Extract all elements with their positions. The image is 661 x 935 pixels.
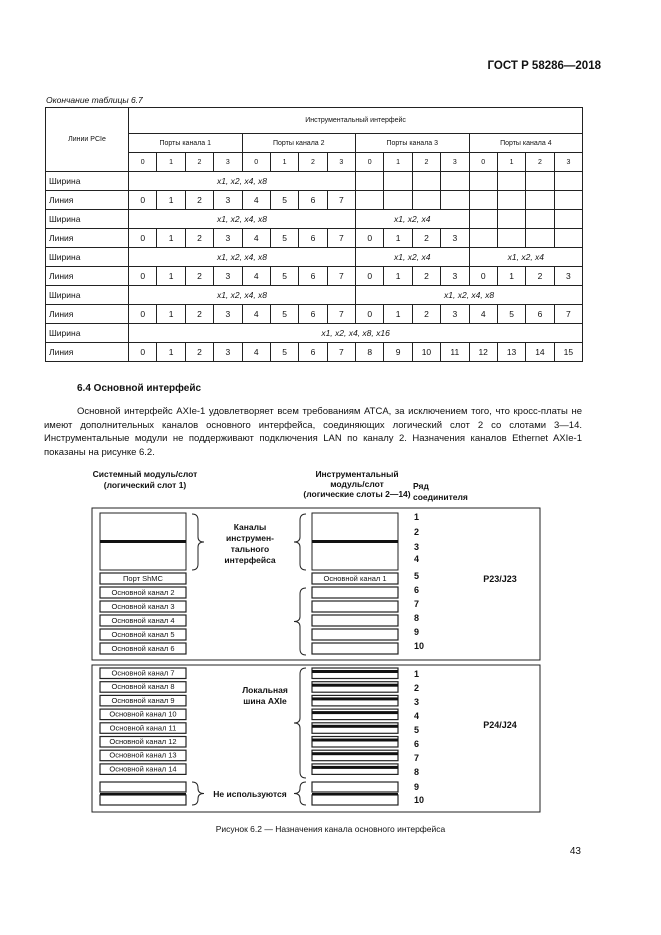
lane-cell: 6 (299, 191, 327, 210)
col2-title: Инструментальный (315, 469, 399, 479)
instrument-local-bus-box (312, 695, 398, 706)
lane-cell (497, 229, 525, 248)
lane-cell: 1 (157, 343, 185, 362)
lane-cell: 2 (526, 267, 554, 286)
brace-instrument-upper (294, 514, 306, 570)
brace-instrument-lower (294, 668, 306, 778)
row-number-upper: 5 (414, 571, 420, 581)
lane-cell: 2 (185, 343, 213, 362)
lane-cell: 0 (129, 191, 157, 210)
lane-cell: 7 (327, 267, 355, 286)
lane-cell: 6 (299, 229, 327, 248)
pcie-lanes-table (45, 107, 583, 362)
instrument-base-ch1-box-label: Основной канал 1 (323, 574, 387, 583)
width-cell: x1, x2, x4, x8 (356, 286, 583, 305)
lane-cell (384, 191, 412, 210)
instrument-local-bus-bar (312, 766, 398, 769)
table-row (46, 191, 583, 210)
lane-cell: 12 (469, 343, 497, 362)
system-interface-divider (100, 540, 186, 543)
mid-label-3: Не используются (213, 789, 287, 799)
lane-cell: 3 (214, 267, 242, 286)
port-number: 2 (299, 153, 327, 172)
col3-title: Ряд (413, 481, 429, 491)
connector-lower-label: P24/J24 (483, 720, 517, 730)
col2-title: (логические слоты 2—14) (303, 489, 411, 499)
lane-cell: 3 (441, 305, 469, 324)
row-label-line: Линия (46, 191, 129, 210)
table-row (46, 267, 583, 286)
standard-number: ГОСТ Р 58286—2018 (487, 60, 601, 72)
width-cell: x1, x2, x4, x8 (129, 286, 356, 305)
page-number: 43 (569, 846, 581, 857)
col-head-interface: Инструментальный интерфейс (129, 108, 583, 134)
lane-cell (497, 191, 525, 210)
lane-cell: 3 (214, 191, 242, 210)
lane-cell: 0 (469, 267, 497, 286)
lane-cell: 0 (129, 229, 157, 248)
instrument-local-bus-box (312, 668, 398, 679)
channel-group-3: Порты канала 3 (356, 134, 470, 153)
col1-title: Системный модуль/слот (92, 469, 198, 479)
col2-title: модуль/слот (330, 479, 384, 489)
lane-cell: 4 (469, 305, 497, 324)
lane-cell: 4 (242, 191, 270, 210)
row-number-lower: 9 (414, 782, 420, 792)
unused-box-system-2 (100, 795, 186, 805)
lane-cell (554, 191, 583, 210)
system-base-ch-box-label: Основной канал 3 (111, 602, 175, 611)
instrument-local-bus-box (312, 682, 398, 693)
width-cell (384, 172, 412, 191)
lane-cell: 7 (327, 343, 355, 362)
brace-unused-system (192, 782, 204, 805)
lane-cell: 7 (554, 305, 583, 324)
lane-cell: 2 (185, 229, 213, 248)
lane-cell: 13 (497, 343, 525, 362)
system-base-ch-box-lower-label: Основной канал 12 (109, 737, 177, 746)
table-row (46, 324, 583, 343)
lane-cell (356, 191, 384, 210)
instrument-empty-box (312, 629, 398, 640)
instrument-local-bus-box (312, 764, 398, 775)
unused-divider-system (100, 793, 186, 795)
row-number-upper: 4 (414, 554, 420, 564)
width-cell: x1, x2, x4, x8, x16 (129, 324, 583, 343)
port-number: 1 (270, 153, 298, 172)
table-row (46, 248, 583, 267)
port-number: 2 (526, 153, 554, 172)
lane-cell: 0 (356, 267, 384, 286)
system-base-ch-box-lower-label: Основной канал 8 (111, 682, 175, 692)
lane-cell: 3 (554, 267, 583, 286)
instrument-local-bus-bar (312, 711, 398, 714)
width-cell (469, 210, 497, 229)
row-label-width: Ширина (46, 248, 129, 267)
instrument-empty-box (312, 643, 398, 654)
width-cell (526, 172, 554, 191)
port-number: 0 (356, 153, 384, 172)
shmc-port-box-label: Порт ShMC (123, 574, 163, 583)
lane-cell: 3 (214, 343, 242, 362)
width-cell: x1, x2, x4, x8 (129, 248, 356, 267)
lane-cell: 3 (441, 267, 469, 286)
mid-label-2: Локальная (242, 685, 288, 695)
row-number-upper: 10 (414, 641, 425, 651)
col1-title: (логический слот 1) (103, 480, 187, 490)
instrument-local-bus-bar (312, 670, 398, 673)
row-label-width: Ширина (46, 210, 129, 229)
table-row (46, 210, 583, 229)
width-cell: x1, x2, x4 (469, 248, 583, 267)
table-caption: Окончание таблицы 6.7 (46, 95, 143, 105)
system-base-ch-box-label: Основной канал 5 (111, 630, 175, 639)
system-base-ch-box-lower-label: Основной канал 13 (109, 750, 177, 760)
lane-cell: 4 (242, 305, 270, 324)
system-base-ch-box-label: Основной канал 2 (111, 588, 175, 597)
col3-title: соединителя (413, 492, 468, 502)
lane-cell (526, 229, 554, 248)
row-number-upper: 3 (414, 542, 420, 552)
width-cell: x1, x2, x4 (356, 248, 470, 267)
port-number: 3 (554, 153, 583, 172)
lane-cell: 1 (384, 267, 412, 286)
instrument-local-bus-box (312, 750, 398, 761)
lane-cell (412, 191, 440, 210)
lane-cell: 5 (270, 305, 298, 324)
table-row (46, 286, 583, 305)
table-row (46, 343, 583, 362)
row-number-lower: 7 (414, 753, 420, 763)
width-cell (356, 172, 384, 191)
lane-cell: 9 (384, 343, 412, 362)
port-number: 3 (441, 153, 469, 172)
row-label-width: Ширина (46, 286, 129, 305)
port-number: 0 (469, 153, 497, 172)
mid-label-1: инструмен- (226, 533, 274, 543)
lane-cell: 6 (299, 343, 327, 362)
width-cell (554, 210, 583, 229)
lane-cell: 8 (356, 343, 384, 362)
lane-cell: 6 (299, 267, 327, 286)
lane-cell: 3 (214, 305, 242, 324)
row-number-upper: 6 (414, 585, 420, 595)
instrument-local-bus-bar (312, 739, 398, 742)
row-label-width: Ширина (46, 324, 129, 343)
lane-cell: 11 (441, 343, 469, 362)
port-number: 0 (242, 153, 270, 172)
mid-label-1: Каналы (233, 522, 267, 532)
row-number-lower: 6 (414, 739, 420, 749)
instrument-local-bus-bar (312, 752, 398, 755)
port-number: 3 (327, 153, 355, 172)
lane-cell: 6 (526, 305, 554, 324)
lane-cell: 0 (356, 305, 384, 324)
unused-box-system (100, 782, 186, 792)
lane-cell: 1 (384, 229, 412, 248)
row-number-upper: 9 (414, 627, 420, 637)
lane-cell: 2 (185, 305, 213, 324)
instrument-local-bus-bar (312, 725, 398, 728)
system-base-ch-box-lower-label: Основной канал 14 (109, 764, 177, 774)
lane-cell: 2 (185, 191, 213, 210)
width-cell (554, 172, 583, 191)
row-number-upper: 2 (414, 527, 420, 537)
lane-cell: 14 (526, 343, 554, 362)
col-head-pcie-lines: Линии PCIe (46, 108, 129, 172)
row-number-lower: 4 (414, 711, 420, 721)
table-row (46, 229, 583, 248)
row-label-line: Линия (46, 267, 129, 286)
unused-divider-instrument (312, 793, 398, 795)
instrument-local-bus-bar (312, 684, 398, 687)
lane-cell: 1 (157, 229, 185, 248)
row-number-lower: 3 (414, 697, 420, 707)
width-cell: x1, x2, x4, x8 (129, 210, 356, 229)
lane-cell: 3 (441, 229, 469, 248)
instrument-local-bus-box (312, 723, 398, 734)
lane-cell: 7 (327, 305, 355, 324)
lane-cell: 1 (157, 305, 185, 324)
brace-system-upper (192, 514, 204, 570)
lane-cell: 0 (129, 305, 157, 324)
lane-cell (469, 191, 497, 210)
row-number-lower: 5 (414, 725, 420, 735)
row-label-width: Ширина (46, 172, 129, 191)
brace-instrument-upper-2 (294, 588, 306, 655)
lane-cell: 6 (299, 305, 327, 324)
lane-cell: 5 (270, 267, 298, 286)
mid-label-1: тального (230, 544, 270, 554)
instrument-local-bus-box (312, 737, 398, 748)
port-number: 0 (129, 153, 157, 172)
system-base-ch-box-lower-label: Основной канал 7 (111, 668, 175, 678)
width-cell: x1, x2, x4, x8 (129, 172, 356, 191)
lane-cell: 5 (270, 229, 298, 248)
lane-cell: 1 (157, 191, 185, 210)
channel-group-1: Порты канала 1 (129, 134, 243, 153)
port-number: 1 (157, 153, 185, 172)
port-number: 1 (497, 153, 525, 172)
mid-label-1: интерфейса (224, 555, 276, 565)
port-number: 3 (214, 153, 242, 172)
section-title: 6.4 Основной интерфейс (77, 383, 202, 394)
width-cell: x1, x2, x4 (356, 210, 470, 229)
lane-cell: 4 (242, 229, 270, 248)
section-paragraph: Основной интерфейс AXIe-1 удовлетворяет всем требованиям ATCA, за исключением того, что кросс-платы не имеют дополнительных каналов основного интерфейса, соединяющих логический слот 2 со слотами 3—14. Инструментальные модули не поддерживают подключения LAN по каналу 2. Назначения каналов Ethernet AXIe-1 показаны на рисунке 6.2. (44, 406, 582, 458)
row-label-line: Линия (46, 343, 129, 362)
lane-cell: 10 (412, 343, 440, 362)
instrument-empty-box (312, 601, 398, 612)
instrument-local-bus-bar (312, 697, 398, 700)
lane-cell: 2 (412, 305, 440, 324)
unused-box-instrument-2 (312, 795, 398, 805)
lane-cell (554, 229, 583, 248)
lane-cell: 5 (270, 191, 298, 210)
channel-group-4: Порты канала 4 (469, 134, 583, 153)
lane-cell (441, 191, 469, 210)
table-row (46, 305, 583, 324)
lane-cell (526, 191, 554, 210)
width-cell (497, 210, 525, 229)
connector-upper-label: P23/J23 (483, 574, 517, 584)
lane-cell: 5 (270, 343, 298, 362)
lane-cell: 3 (214, 229, 242, 248)
row-number-upper: 1 (414, 512, 420, 522)
width-cell (526, 210, 554, 229)
lane-cell: 4 (242, 343, 270, 362)
figure-caption: Рисунок 6.2 — Назначения канала основного интерфейса (215, 824, 446, 834)
width-cell (497, 172, 525, 191)
port-number: 2 (412, 153, 440, 172)
lane-cell: 4 (242, 267, 270, 286)
lane-cell: 2 (412, 267, 440, 286)
lane-cell: 1 (497, 267, 525, 286)
channel-group-2: Порты канала 2 (242, 134, 356, 153)
row-number-lower: 1 (414, 669, 420, 679)
brace-unused-instrument (294, 782, 306, 805)
row-label-line: Линия (46, 305, 129, 324)
instrument-empty-box (312, 615, 398, 626)
lane-cell: 15 (554, 343, 583, 362)
width-cell (412, 172, 440, 191)
row-number-lower: 8 (414, 767, 420, 777)
lane-cell: 0 (129, 267, 157, 286)
lane-cell: 1 (384, 305, 412, 324)
lane-cell: 7 (327, 229, 355, 248)
lane-cell: 2 (412, 229, 440, 248)
system-base-ch-box-lower-label: Основной канал 10 (109, 709, 177, 719)
row-number-upper: 8 (414, 613, 420, 623)
width-cell (441, 172, 469, 191)
system-base-ch-box-label: Основной канал 6 (111, 644, 175, 653)
row-number-lower: 2 (414, 683, 420, 693)
instrument-local-bus-box (312, 709, 398, 720)
row-label-line: Линия (46, 229, 129, 248)
lane-cell: 1 (157, 267, 185, 286)
lane-cell: 5 (497, 305, 525, 324)
row-number-lower: 10 (414, 795, 425, 805)
width-cell (469, 172, 497, 191)
instrument-interface-divider (312, 540, 398, 543)
system-base-ch-box-label: Основной канал 4 (111, 616, 175, 625)
lane-cell: 7 (327, 191, 355, 210)
system-base-ch-box-lower-label: Основной канал 9 (111, 695, 175, 705)
system-base-ch-box-lower-label: Основной канал 11 (109, 723, 177, 733)
unused-box-instrument (312, 782, 398, 792)
table-row (46, 172, 583, 191)
lane-cell (469, 229, 497, 248)
figure-6-2-diagram (0, 460, 661, 815)
lane-cell: 0 (356, 229, 384, 248)
port-number: 1 (384, 153, 412, 172)
row-number-upper: 7 (414, 599, 420, 609)
instrument-empty-box (312, 587, 398, 598)
lane-cell: 0 (129, 343, 157, 362)
mid-label-2: шина AXIe (243, 696, 287, 706)
port-number: 2 (185, 153, 213, 172)
lane-cell: 2 (185, 267, 213, 286)
